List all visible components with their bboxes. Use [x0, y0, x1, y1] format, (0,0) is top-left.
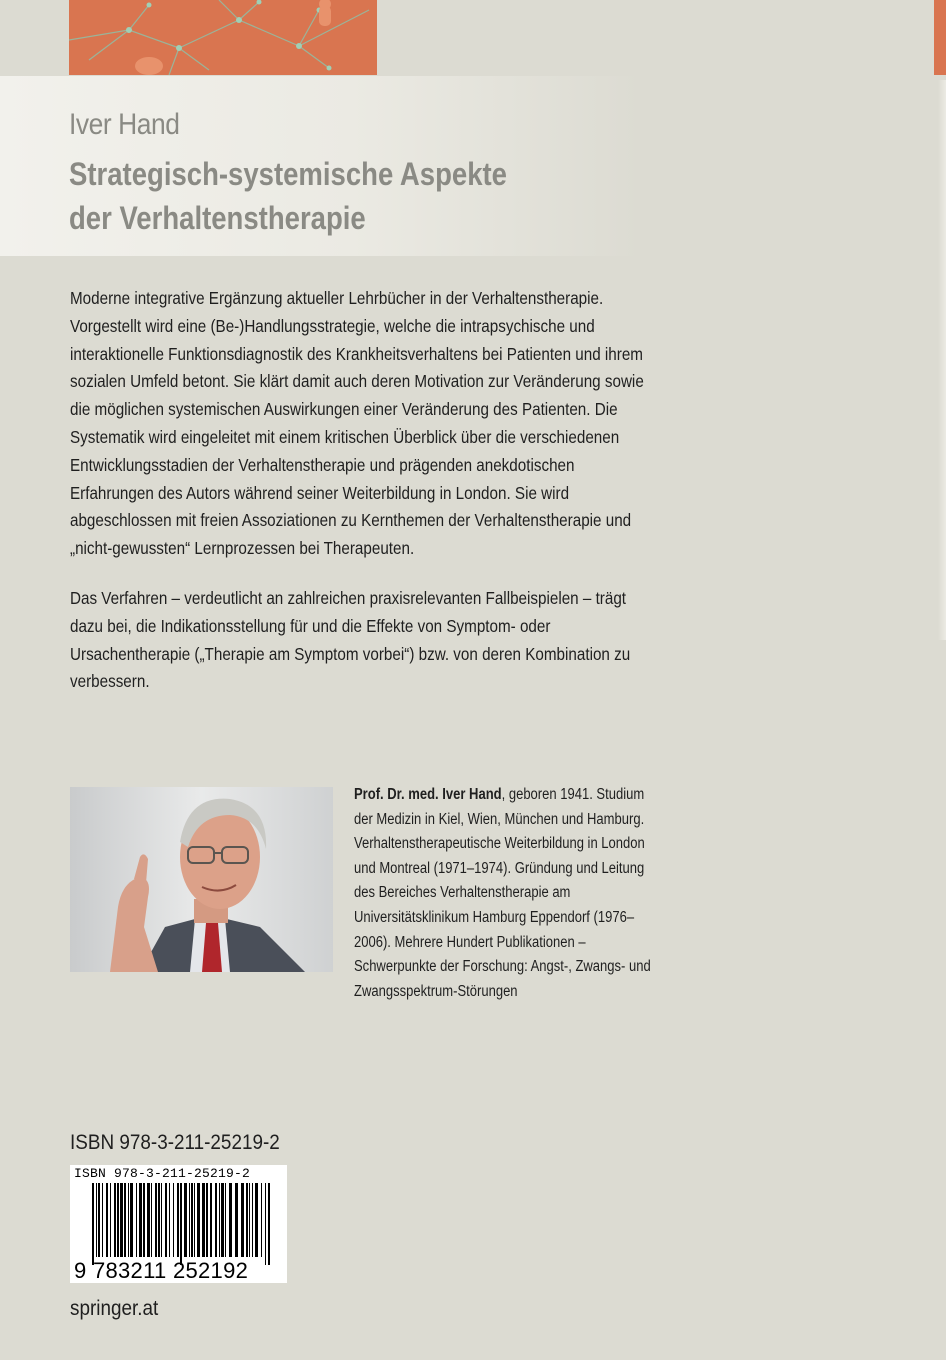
- barcode-bar: [169, 1183, 170, 1257]
- barcode-bar: [268, 1183, 270, 1265]
- barcode-bar: [102, 1183, 103, 1257]
- barcode-bar: [191, 1183, 193, 1257]
- barcode-bar: [139, 1183, 142, 1257]
- barcode-bar: [202, 1183, 205, 1257]
- barcode-bar: [249, 1183, 250, 1257]
- barcode-bar: [246, 1183, 248, 1257]
- barcode-bar: [128, 1183, 129, 1257]
- barcode-bar: [96, 1183, 97, 1257]
- page-edge-shading: [938, 80, 946, 640]
- barcode-bar: [143, 1183, 145, 1257]
- author-bio: [354, 783, 656, 1004]
- barcode-bar: [189, 1183, 190, 1257]
- blurb-paragraph-2: Das Verfahren – verdeutlicht an zahlreichen praxisrelevanten Fallbeispielen – trägt dazu bei, die Indikationsstellung für und die Effekte von Symptom- oder Ursachentherapie („Therapie am Symptom vorbei“) bzw. von deren Kombination zu verbessern.: [70, 587, 631, 692]
- barcode-bar: [210, 1183, 212, 1257]
- barcode-bar: [261, 1183, 262, 1257]
- barcode-bar: [235, 1183, 238, 1257]
- barcode-bar: [124, 1183, 126, 1257]
- cover-artwork-edge: [934, 0, 946, 75]
- barcode-bar: [184, 1183, 187, 1257]
- barcode-bar: [120, 1183, 123, 1257]
- barcode-bar: [229, 1183, 232, 1257]
- barcode-bar: [106, 1183, 108, 1257]
- barcode-bar: [165, 1183, 167, 1257]
- barcode-bar: [206, 1183, 208, 1257]
- barcode-digits: 9 783211 252192: [74, 1258, 249, 1283]
- barcode-bar: [194, 1183, 195, 1257]
- blurb: [70, 285, 653, 718]
- barcode-bar: [173, 1183, 174, 1257]
- barcode-bar: [215, 1183, 217, 1257]
- barcode-bar: [225, 1183, 226, 1257]
- isbn-label: ISBN 978-3-211-25219-2: [70, 1131, 280, 1154]
- barcode-isbn-text: ISBN 978-3-211-25219-2: [74, 1166, 251, 1181]
- barcode-bar: [92, 1183, 94, 1265]
- barcode-bar: [255, 1183, 258, 1257]
- barcode-bar: [241, 1183, 244, 1257]
- barcode-bar: [219, 1183, 220, 1257]
- barcode-bar: [151, 1183, 152, 1257]
- barcode-bar: [177, 1183, 179, 1257]
- book-title: [69, 152, 602, 240]
- barcode-bar: [110, 1183, 111, 1257]
- author-photo: [70, 787, 333, 972]
- barcode-bar: [265, 1183, 266, 1265]
- author-name: Iver Hand: [69, 108, 180, 141]
- barcode-bar: [136, 1183, 137, 1257]
- publisher-url: springer.at: [70, 1297, 159, 1320]
- barcode-bar: [221, 1183, 224, 1257]
- barcode-bar: [180, 1183, 182, 1265]
- author-bio-text: , geboren 1941. Studium der Medizin in Kiel, Wien, München und Hamburg. Verhaltenstherapeutische Weiterbildung in London und Montreal (1971–1974). Gründung und Leitung des Bereiches Verhaltenstherapie am Universitätsklinikum Hamburg Eppendorf (1976–2006). Mehrere Hundert Publikationen – Schwerpunkte der Forschung: Angst-, Zwangs- und Zwangsspektrum-Störungen: [354, 786, 651, 1000]
- barcode-bar: [158, 1183, 160, 1257]
- barcode-bar: [161, 1183, 162, 1257]
- barcode-bar: [130, 1183, 133, 1257]
- barcode-bar: [252, 1183, 253, 1257]
- author-bio-name: Prof. Dr. med. Iver Hand: [354, 786, 502, 803]
- barcode-bar: [114, 1183, 116, 1257]
- isbn-barcode: [70, 1165, 287, 1283]
- barcode-bar: [117, 1183, 119, 1257]
- barcode-bar: [147, 1183, 150, 1257]
- barcode-bar: [197, 1183, 200, 1257]
- barcode-bar: [98, 1183, 100, 1257]
- book-title-line-2: der Verhaltenstherapie: [69, 200, 366, 236]
- blurb-paragraph-1: Moderne integrative Ergänzung aktueller Lehrbücher in der Verhaltenstherapie. Vorgestellt wird eine (Be-)Handlungsstrategie, welche die intrapsychische und interaktionelle Funktionsdiagnostik des Krankheitsverhaltens bei Patienten und ihrem sozialen Umfeld betont. Sie klärt damit auch deren Motivation zur Veränderung sowie die möglichen systemischen Auswirkungen einer Veränderung des Patienten. Die Systematik wird eingeleitet mit einem kritischen Überblick über die verschiedenen Entwicklungsstadien der Verhaltenstherapie und prägenden anekdotischen Erfahrungen des Autors während seiner Weiterbildung in London. Sie wird abgeschlossen mit freien Assoziationen zu Kernthemen der Verhaltenstherapie und „nicht-gewussten“ Lernprozessen bei Therapeuten.: [70, 288, 644, 559]
- cover-artwork: [69, 0, 377, 75]
- barcode-bar: [155, 1183, 157, 1257]
- book-title-line-1: Strategisch-systemische Aspekte: [69, 156, 507, 192]
